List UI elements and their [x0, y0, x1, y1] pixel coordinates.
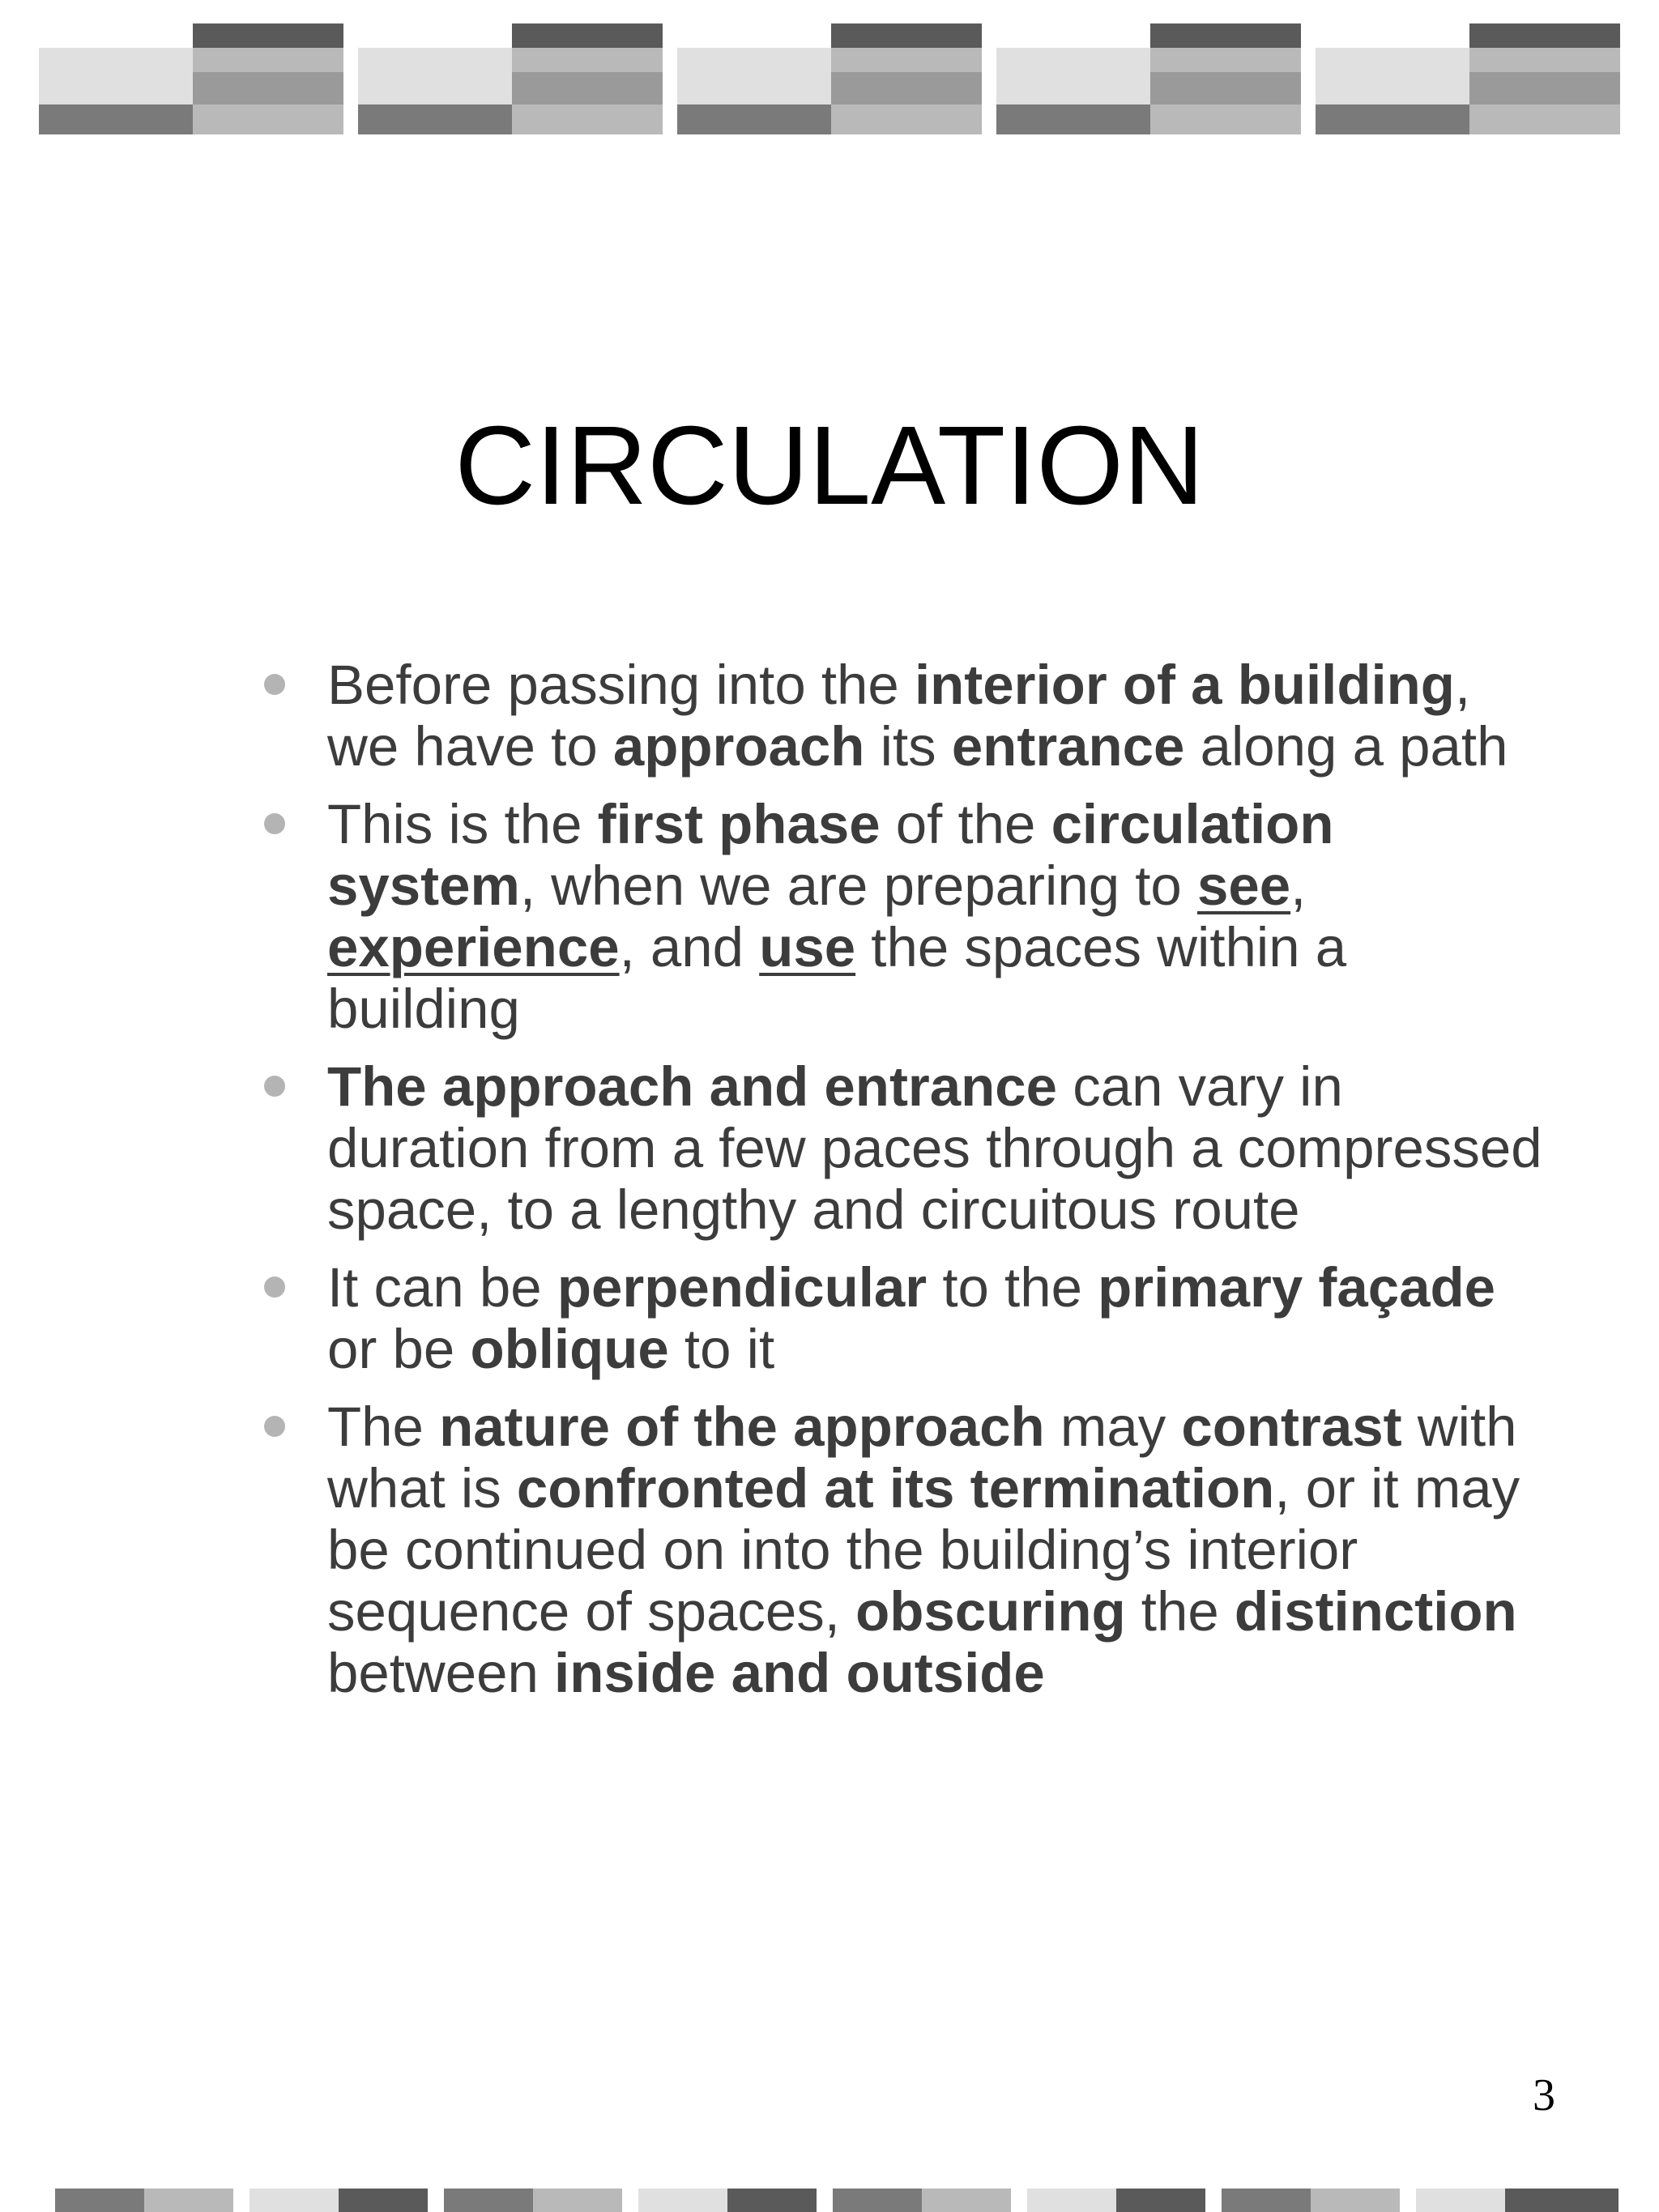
bold-text: see [1196, 855, 1291, 917]
text-run: to the [927, 1256, 1098, 1319]
bold-text: distinction [1234, 1580, 1517, 1643]
bullet-item [259, 1257, 1547, 1380]
banner-block [39, 23, 343, 134]
page-number: 3 [1533, 2070, 1555, 2120]
bold-text: oblique [470, 1318, 669, 1380]
underlined-text [1197, 855, 1290, 917]
bottom-decorative-strip [55, 2189, 1618, 2212]
slide-title: CIRCULATION [454, 403, 1205, 528]
bullet-item [259, 654, 1547, 778]
bold-text: The approach and entrance [327, 1055, 1058, 1118]
text-run: , or it may be continued on into the building’s interior sequence of spaces, [327, 1457, 1520, 1643]
text-run: the [1125, 1580, 1235, 1643]
bold-text: obscuring [855, 1580, 1126, 1643]
text-run: between [327, 1642, 555, 1704]
bold-text: first phase [597, 793, 881, 855]
bold-text: nature of the approach [439, 1396, 1045, 1458]
text-run: , we have to [327, 654, 1471, 778]
bullet-item [259, 794, 1547, 1040]
bold-text: inside and outside [554, 1642, 1045, 1704]
bullet-dot-icon [264, 1076, 285, 1097]
text-run: Before passing into the [327, 654, 915, 716]
underlined-text [327, 916, 620, 978]
banner-block [358, 23, 663, 134]
underlined-text [759, 916, 855, 978]
bullet-dot-icon [264, 1276, 285, 1298]
bold-text: perpendicular [557, 1256, 928, 1319]
text-run: along a path [1184, 715, 1508, 778]
bold-text: primary façade [1098, 1256, 1496, 1319]
text-run: , [1290, 855, 1307, 917]
bullet-dot-icon [264, 674, 285, 695]
bold-text: experience [327, 916, 620, 978]
text-run: The [327, 1396, 440, 1458]
bold-text: entrance [951, 715, 1185, 778]
text-run: of the [880, 793, 1051, 855]
text-run: may [1044, 1396, 1182, 1458]
bold-text: confronted at its termination [516, 1457, 1275, 1519]
text-run: This is the [327, 793, 598, 855]
text-run: It can be [327, 1256, 557, 1319]
banner-block [677, 23, 982, 134]
text-run: , and [619, 916, 760, 978]
bullet-dot-icon [264, 813, 285, 834]
text-run: its [864, 715, 952, 778]
bold-text: contrast [1181, 1396, 1402, 1458]
text-run: or be [327, 1318, 471, 1380]
bold-text: interior of a building [914, 654, 1455, 716]
bullet-dot-icon [264, 1416, 285, 1437]
bold-text: use [759, 916, 856, 978]
bullet-item [259, 1056, 1547, 1241]
banner-block [1316, 23, 1620, 134]
text-run: can vary in duration from a few paces through a compressed space, to a lengthy and circuitous route [327, 1055, 1542, 1241]
text-run: , when we are preparing to [519, 855, 1197, 917]
bullet-list [259, 654, 1547, 1704]
top-decorative-banner [39, 23, 1618, 134]
text-run: with what is [327, 1396, 1517, 1519]
bullet-item [259, 1396, 1547, 1704]
bold-text: circulation system [327, 793, 1334, 917]
text-run: the spaces within a building [327, 916, 1347, 1040]
text-run: to it [668, 1318, 775, 1380]
banner-block [996, 23, 1301, 134]
bold-text: approach [612, 715, 865, 778]
